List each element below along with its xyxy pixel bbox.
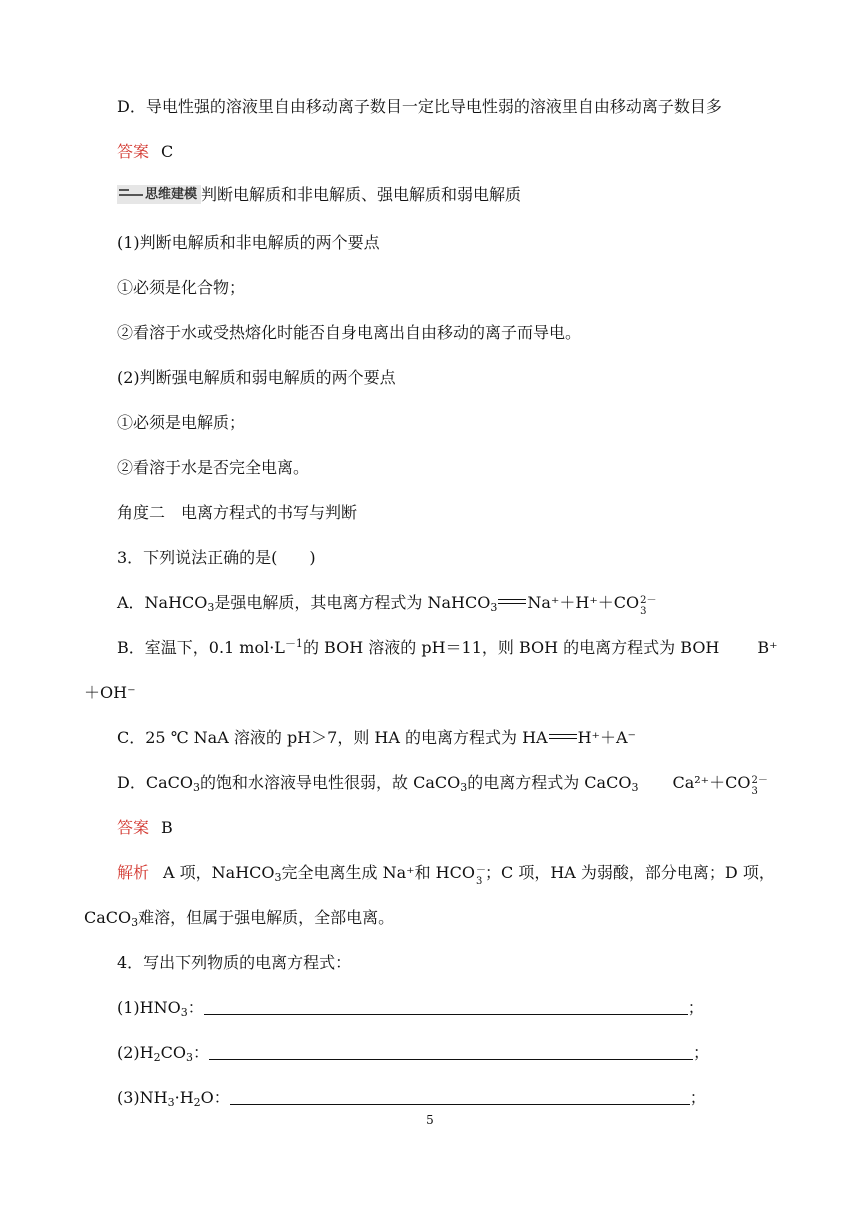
q4-stem: 4．写出下列物质的电离方程式：	[117, 953, 352, 972]
q3-option-b-cont: ＋OH⁻	[84, 683, 136, 702]
answer-blank[interactable]	[209, 1045, 693, 1060]
answer-label: 答案	[117, 142, 150, 161]
model-title: 判断电解质和非电解质、强电解质和弱电解质	[201, 185, 522, 204]
model-point-1a: ①必须是化合物；	[117, 278, 246, 297]
q2-option-d: D．导电性强的溶液里自由移动离子数目一定比导电性弱的溶液里自由移动离子数目多	[117, 97, 722, 116]
q3-option-d: D．CaCO$_3$的饱和水溶液导电性很弱，故 CaCO$_3$的电离方程式为 CaCO$_3$ Ca²⁺＋CO 2－ 3	[117, 773, 768, 797]
ion-charge: 2－ 3	[640, 595, 657, 617]
q4-item-2: $(2)H_2CO_3$： ；	[117, 1043, 710, 1064]
answer-blank[interactable]	[204, 1000, 688, 1015]
model-point-2b: ②看溶于水是否完全电离。	[117, 458, 310, 477]
equals-sign-icon	[548, 732, 578, 742]
model-tag: 思维建模	[117, 185, 201, 204]
model-point-1b: ②看溶于水或受热熔化时能否自身电离出自由移动的离子而导电。	[117, 323, 582, 342]
q3-option-b: B．室温下，0.1 $mol\cdot L^{-1}$的 BOH 溶液的 pH＝11，则 BOH 的电离方程式为 BOH B⁺	[117, 637, 778, 657]
q3-answer	[117, 817, 173, 839]
analysis-label: 解析	[117, 863, 150, 882]
q4-item-1: $(1)HNO_3$： ；	[117, 998, 704, 1019]
angle-heading: 角度二 电离方程式的书写与判断	[117, 503, 358, 522]
model-point-2: (2)判断强电解质和弱电解质的两个要点	[117, 368, 396, 387]
equals-sign-icon	[497, 597, 527, 607]
bars-icon	[119, 186, 145, 200]
q3-stem: 3．下列说法正确的是( )	[117, 548, 316, 567]
q3-option-a: A．NaHCO$_3$是强电解质，其电离方程式为 NaHCO$_3$ Na⁺＋H⁺＋CO 2－ 3	[117, 593, 657, 617]
model-point-2a: ①必须是电解质；	[117, 413, 246, 432]
q2-answer	[117, 141, 173, 163]
q3-analysis: 解析 A 项，NaHCO$_3$完全电离生成 Na⁺和 HCO － 3 ；C 项，HA 为弱酸，部分电离；D 项，	[117, 863, 775, 887]
answer-value: C	[161, 142, 174, 161]
ion-charge: － 3	[476, 865, 486, 887]
answer-value: B	[161, 818, 173, 837]
model-heading	[117, 184, 521, 206]
q4-item-3: $(3)NH_3\cdot H_2O$： ；	[117, 1088, 706, 1109]
q3-analysis-cont: CaCO$_3$难溶，但属于强电解质，全部电离。	[84, 908, 395, 929]
page-number: 5	[426, 1113, 434, 1127]
q3-option-c: C．25 ℃ NaA 溶液的 pH＞7，则 HA 的电离方程式为 HA H⁺＋A⁻	[117, 728, 636, 747]
answer-label: 答案	[117, 818, 150, 837]
answer-blank[interactable]	[230, 1090, 690, 1105]
ion-charge: 2－ 3	[751, 775, 768, 797]
model-point-1: (1)判断电解质和非电解质的两个要点	[117, 233, 380, 252]
